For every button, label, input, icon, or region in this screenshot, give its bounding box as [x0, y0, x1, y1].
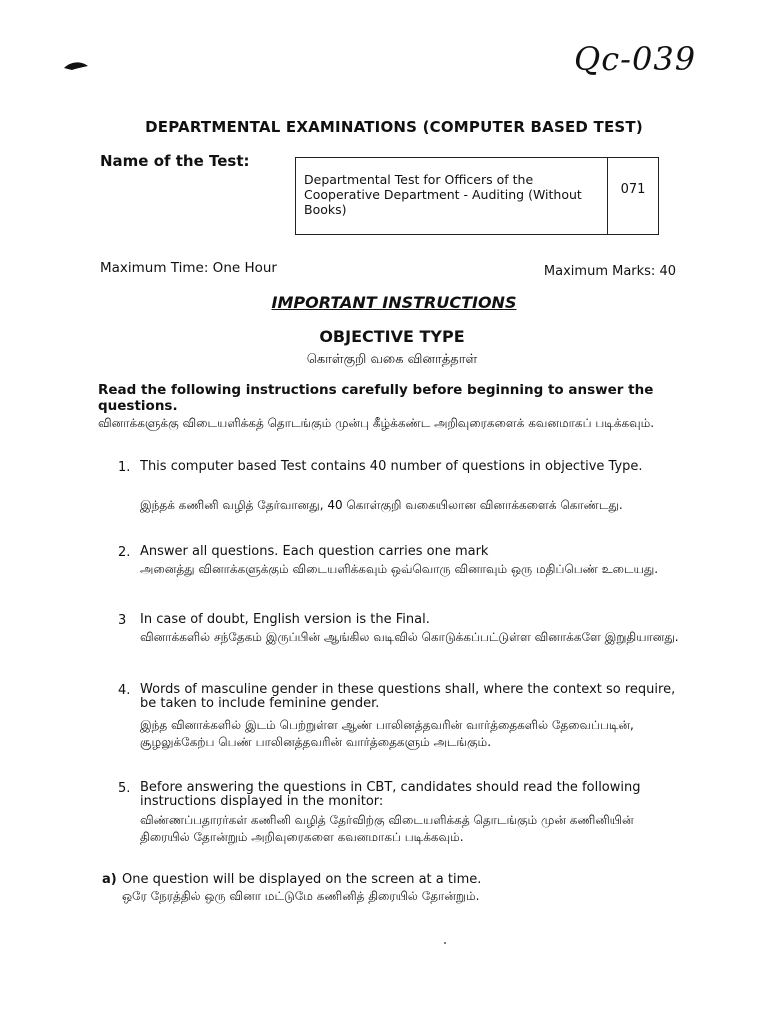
maximum-marks: Maximum Marks: 40 — [543, 264, 676, 279]
instruction-english: In case of doubt, English version is the Final. — [140, 612, 430, 627]
pen-mark-icon — [62, 58, 92, 78]
read-instruction-tamil: வினாக்களுக்கு விடையளிக்கத் தொடங்கும் முன்பு கீழ்க்கண்ட அறிவுரைகளைக் கவனமாகப் படிக்கவும். — [98, 416, 655, 430]
instruction-english: Before answering the questions in CBT, candidates should read the following instructions displayed in the monitor: — [140, 780, 641, 809]
test-name-value: Departmental Test for Officers of the Cooperative Department - Auditing (Without Books) — [296, 158, 608, 234]
maximum-time: Maximum Time: One Hour — [100, 260, 277, 276]
test-name-box — [295, 157, 659, 235]
test-code-value: 071 — [620, 182, 646, 197]
handwritten-code: Qc-039 — [574, 40, 697, 78]
important-instructions-title: IMPORTANT INSTRUCTIONS — [271, 293, 517, 312]
instruction-tamil: விண்ணப்பதாரர்கள் கணினி வழித் தேர்விற்கு விடையளிக்கத் தொடங்கும் முன் கணினியின் திரையில் தோன்றும் அறிவுரைகளை கவனமாகப் படிக்கவும். — [140, 813, 634, 844]
instruction-number: 4. — [118, 683, 131, 698]
instruction-english: Answer all questions. Each question carries one mark — [140, 544, 489, 559]
instruction-number: 1. — [118, 460, 131, 475]
instruction-number: 3 — [118, 613, 127, 628]
instruction-tamil: இந்த வினாக்களில் இடம் பெற்றுள்ள ஆண் பாலினத்தவரின் வார்த்தைகளில் தேவைப்படின், சூழலுக்கேற்ப பெண் பாலினத்தவரின் வார்த்தைகளும் அடங்கும். — [140, 718, 634, 749]
instruction-tamil: இந்தக் கணினி வழித் தேர்வானது, 40 கொள்குறி வகையிலான வினாக்களைக் கொண்டது. — [140, 498, 623, 512]
instruction-tamil: வினாக்களில் சந்தேகம் இருப்பின் ஆங்கில வடிவில் கொடுக்கப்பட்டுள்ள வினாக்களே இறுதியானது. — [140, 630, 679, 644]
instruction-english: This computer based Test contains 40 number of questions in objective Type. — [140, 459, 643, 474]
instruction-tamil: அனைத்து வினாக்களுக்கும் விடையளிக்கவும் ஒவ்வொரு வினாவும் ஒரு மதிப்பெண் உடையது. — [140, 562, 659, 576]
objective-type-title: OBJECTIVE TYPE — [319, 327, 465, 346]
instruction-number: 2. — [118, 545, 131, 560]
sub-instruction-number: a) — [102, 872, 117, 887]
sub-instruction-tamil: ஒரே நேரத்தில் ஒரு வினா மட்டுமே கணினித் திரையில் தோன்றும். — [122, 889, 480, 903]
read-instruction-english: Read the following instructions carefully before beginning to answer the questions. — [98, 382, 654, 414]
speck-mark — [444, 942, 446, 944]
exam-heading: DEPARTMENTAL EXAMINATIONS (COMPUTER BASED TEST) — [145, 118, 643, 136]
objective-type-title-tamil: கொள்குறி வகை வினாத்தாள் — [306, 352, 478, 367]
sub-instruction-english: One question will be displayed on the screen at a time. — [122, 872, 482, 887]
instruction-english: Words of masculine gender in these questions shall, where the context so require, be taken to include feminine gender. — [140, 682, 676, 711]
test-name-label: Name of the Test: — [100, 152, 250, 170]
instruction-number: 5. — [118, 781, 131, 796]
